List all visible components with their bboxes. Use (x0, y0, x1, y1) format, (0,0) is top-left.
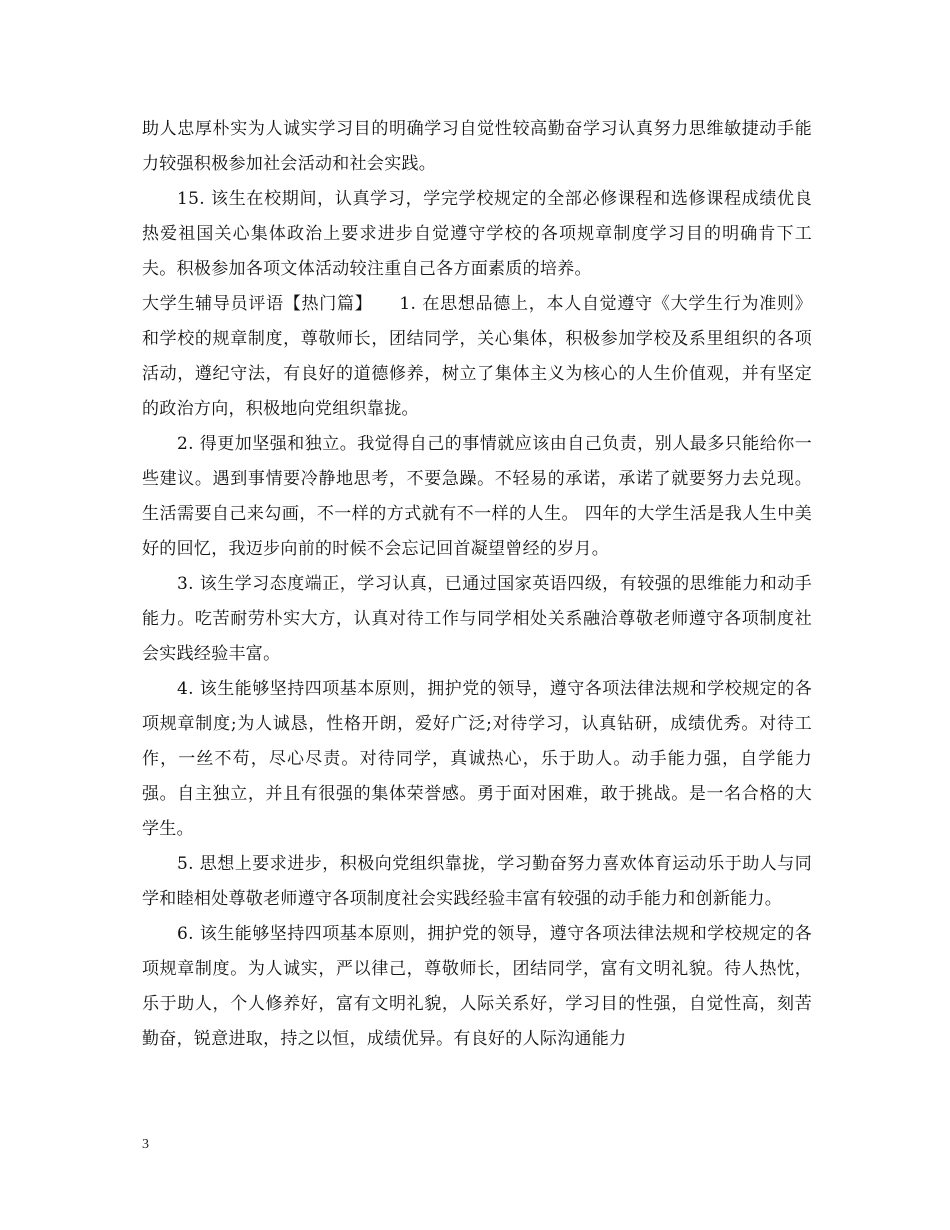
paragraph-item-6: 6. 该生能够坚持四项基本原则，拥护党的领导，遵守各项法律法规和学校规定的各项规章制度。为人诚实，严以律己，尊敬师长，团结同学，富有文明礼貌。待人热忱，乐于助人，个人修养好，富有文明礼貌，人际关系好，学习目的性强，自觉性高，刻苦勤奋，锐意进取，持之以恒，成绩优异。有良好的人际沟通能力 (142, 924, 812, 1049)
paragraph-item-15: 15. 该生在校期间，认真学习，学完学校规定的全部必修课程和选修课程成绩优良热爱祖国关心集体政治上要求进步自觉遵守学校的各项规章制度学习目的明确肯下工夫。积极参加各项文体活动较注重自己各方面素质的培养。 (142, 189, 812, 279)
document-body (142, 112, 812, 1057)
paragraph-item-5: 5. 思想上要求进步，积极向党组织靠拢，学习勤奋努力喜欢体育运动乐于助人与同学和睦相处尊敬老师遵守各项制度社会实践经验丰富有较强的动手能力和创新能力。 (142, 854, 812, 909)
paragraph-section-heading-item-1: 大学生辅导员评语【热门篇】 1. 在思想品德上，本人自觉遵守《大学生行为准则》和学校的规章制度，尊敬师长，团结同学，关心集体，积极参加学校及系里组织的各项活动，遵纪守法，有良好的道德修养，树立了集体主义为核心的人生价值观，并有坚定的政治方向，积极地向党组织靠拢。 (142, 294, 812, 419)
paragraph-item-4: 4. 该生能够坚持四项基本原则，拥护党的领导，遵守各项法律法规和学校规定的各项规章制度;为人诚恳，性格开朗，爱好广泛;对待学习，认真钻研，成绩优秀。对待工作，一丝不苟，尽心尽责。对待同学，真诚热心，乐于助人。动手能力强，自学能力强。自主独立，并且有很强的集体荣誉感。勇于面对困难，敢于挑战。是一名合格的大学生。 (142, 679, 812, 839)
paragraph-item-3: 3. 该生学习态度端正，学习认真，已通过国家英语四级，有较强的思维能力和动手能力。吃苦耐劳朴实大方，认真对待工作与同学相处关系融洽尊敬老师遵守各项制度社会实践经验丰富。 (142, 574, 812, 664)
paragraph-intro: 助人忠厚朴实为人诚实学习目的明确学习自觉性较高勤奋学习认真努力思维敏捷动手能力较强积极参加社会活动和社会实践。 (142, 119, 812, 174)
page-number: 3 (142, 1137, 149, 1152)
paragraph-item-2: 2. 得更加坚强和独立。我觉得自己的事情就应该由自己负责，别人最多只能给你一些建议。遇到事情要冷静地思考，不要急躁。不轻易的承诺，承诺了就要努力去兑现。生活需要自己来勾画，不一样的方式就有不一样的人生。 四年的大学生活是我人生中美好的回忆，我迈步向前的时候不会忘记回首凝望曾经的岁月。 (142, 434, 812, 559)
